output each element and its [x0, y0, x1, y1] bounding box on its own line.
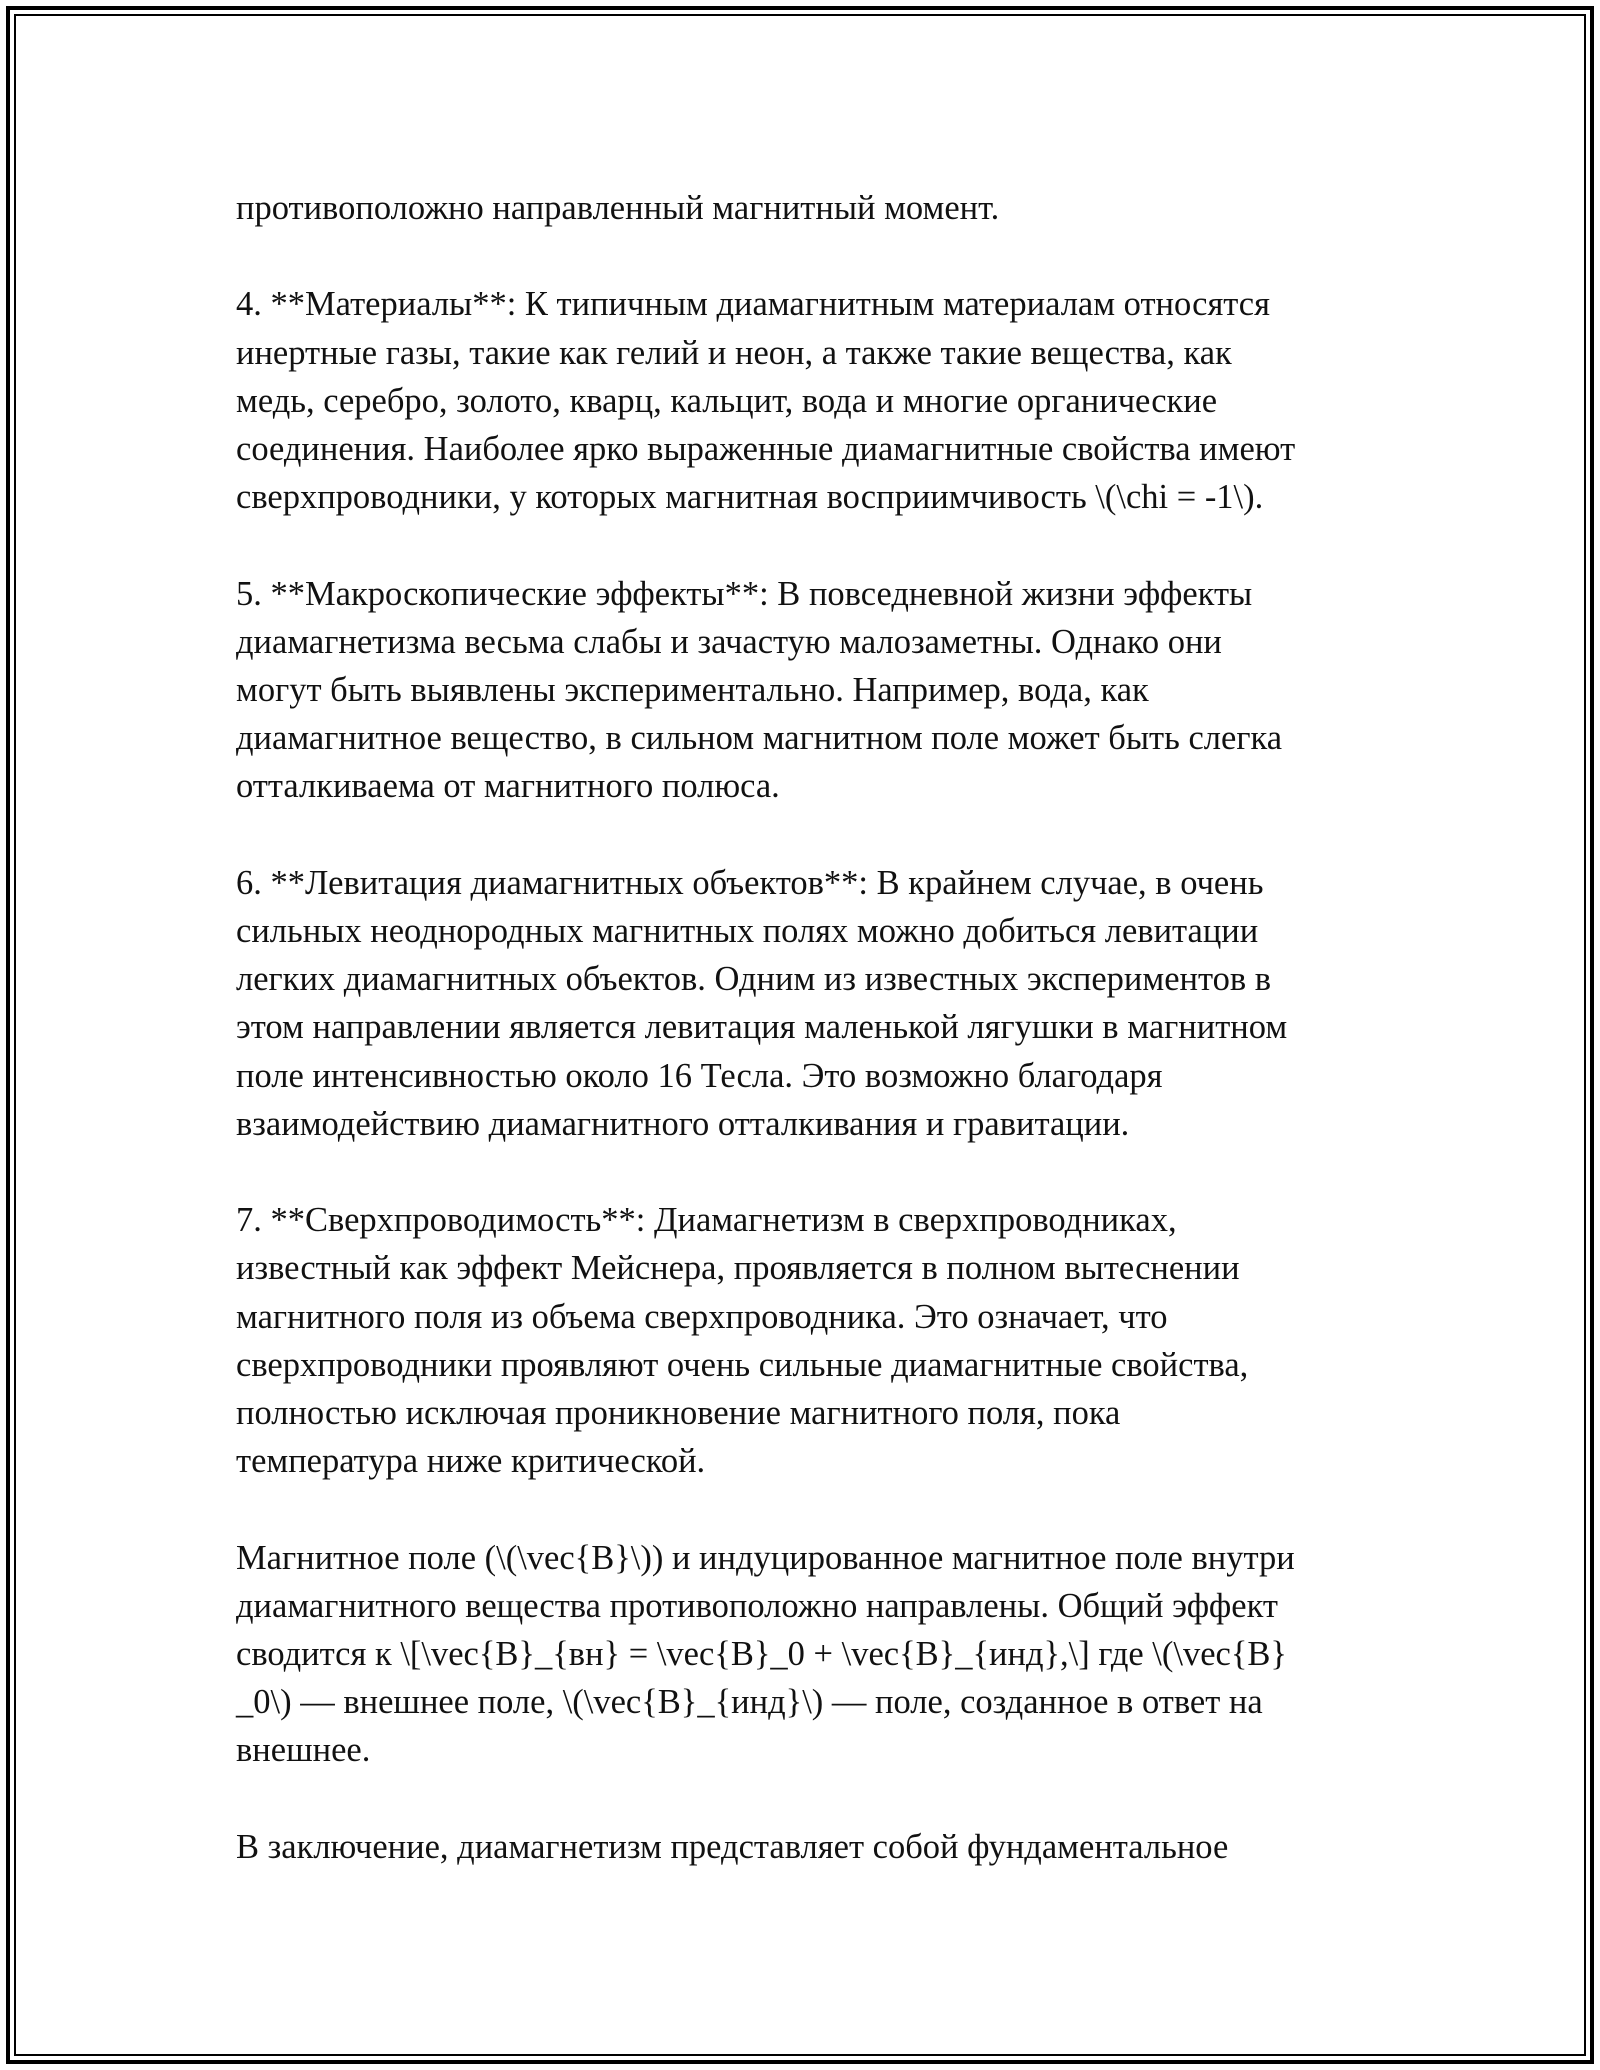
paragraph-macroscopic-effects: 5. **Макроскопические эффекты**: В повседневной жизни эффекты диамагнетизма весьма слабы и зачастую малозаметны. Однако они могут быть выявлены экспериментально. Например, вода, как диамагнитное вещество, в сильном магнитном поле может быть слегка отталкиваема от магнитного полюса. [236, 574, 1283, 806]
paragraph-levitation: 6. **Левитация диамагнитных объектов**: В крайнем случае, в очень сильных неоднородных магнитных полях можно добиться левитации легких диамагнитных объектов. Одним из известных экспериментов в этом направлении является левитация маленькой лягушки в магнитном поле интенсивностью около 16 Тесла. Это возможно благодаря взаимодействию диамагнитного отталкивания и гравитации. [236, 863, 1288, 1143]
paragraph-gap [236, 1148, 1386, 1196]
paragraph-gap [236, 1775, 1386, 1823]
paragraph-gap [236, 1485, 1386, 1533]
paragraph-superconductivity: 7. **Сверхпроводимость**: Диамагнетизм в сверхпроводниках, известный как эффект Мейснера, проявляется в полном вытеснении магнитного поля из объема сверхпроводника. Это означает, что сверхпроводники проявляют очень сильные диамагнитные свойства, полностью исключая проникновение магнитного поля, пока температура ниже критической. [236, 1201, 1249, 1481]
paragraph-gap [236, 232, 1386, 280]
paragraph-gap [236, 521, 1386, 569]
paragraph-magnetic-field-formula: Магнитное поле (\(\vec{B}\)) и индуцированное магнитное поле внутри диамагнитного вещества противоположно направлены. Общий эффект сводится к \[\vec{B}_{вн} = \vec{B}_0 + \vec{B}_{инд},\] где \(\vec{B} _0\) — внешнее поле, \(\vec{B}_{инд}\) — поле, созданное в ответ на внешнее. [236, 1538, 1295, 1770]
paragraph-materials: 4. **Материалы**: К типичным диамагнитным материалам относятся инертные газы, такие как гелий и неон, а также такие вещества, как медь, серебро, золото, кварц, кальцит, вода и многие органические соединения. Наиболее ярко выраженные диамагнитные свойства имеют сверхпроводники, у которых магнитная восприимчивость \(\chi = -1\). [236, 285, 1296, 517]
paragraph-magnetic-moment-end: противоположно направленный магнитный момент. [236, 189, 1000, 227]
paragraph-gap [236, 811, 1386, 859]
document-body [236, 184, 1386, 1871]
paragraph-conclusion: В заключение, диамагнетизм представляет собой фундаментальное [236, 1827, 1229, 1866]
